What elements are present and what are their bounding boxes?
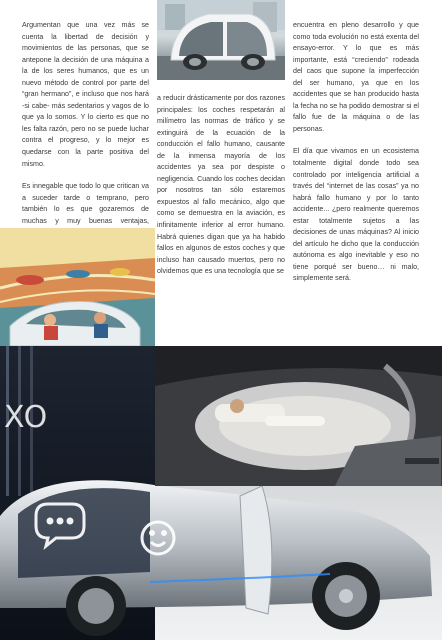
illustration-self-driving-traffic bbox=[0, 228, 155, 346]
article-column-1 bbox=[22, 20, 149, 261]
holographic-xo-text: XO bbox=[4, 400, 49, 435]
photo-car-interior-lounge bbox=[155, 346, 442, 486]
photo-autonomous-pod-car bbox=[157, 0, 285, 80]
column2-paragraph-1: a reducir drásticamente por dos razones principales: los coches respetarán al milímetro las normas de tráfico y se extinguirá de la ecuación de la conducción el fallo humano, causante de la inmensa mayoría de los accidentes ya sea por despiste o negligencia. Cuando los coches decidan por nosotros tan sólo estaremos expuestos al fallo mecánico, algo que como se demuestra en la aviación, es infinitamente inferior al error humano. Habrá quienes digan que ya ha habido fallos en algunos de estos coches y que incluso han causado muertos, pero no olvidemos que es una tecnología que se bbox=[157, 94, 285, 276]
article-column-3 bbox=[293, 20, 419, 296]
column1-paragraph-2: Es innegable que todo lo que critican va a suceder tarde o temprano, pero también lo es que gozaremos de muchas y muy buenas ventajas, bbox=[22, 182, 149, 225]
column3-paragraph-1: encuentra en pleno desarrollo y que como toda evolución no está exenta del ensayo-error. Y lo que es más importante, está “creciendo” rodeada del caos que supone la imperfección del ser humano, ya que en los accidentes que se han producido hasta la fecha no se ha podido demostrar si el fallo fue de la máquina o de las personas. bbox=[293, 21, 419, 133]
column3-paragraph-2: El día que vivamos en un ecosistema totalmente digital donde todo sea controlado por inteligencia artificial a través del “internet de las cosas” ya no habrá fallo humano y por lo tanto accidente... ¿pero realmente queremos estar totalmente sujetos a las decisiones de unas máquinas? Al inicio del artículo he dicho que la conducción autónoma es algo inevitable y eso no tiene porqué ser bueno… ni malo, simplemente será. bbox=[293, 147, 419, 283]
column1-paragraph-1: Argumentan que una vez más se cuenta la libertad de decisión y movimientos de las personas, que se antepone la decisión de una máquina a la de los seres humanos, que es un nuevo método de control por parte del “gran hermano”, e incluso que nos hará -si cabe- más sedentarios y vagos de lo que ya lo somos. Y lo cierto es que no les falta razón, pero no se puede luchar contra el progreso, y lo mejor es quedarse con la parte positiva del mismo. bbox=[22, 21, 149, 168]
article-column-2 bbox=[157, 93, 285, 289]
